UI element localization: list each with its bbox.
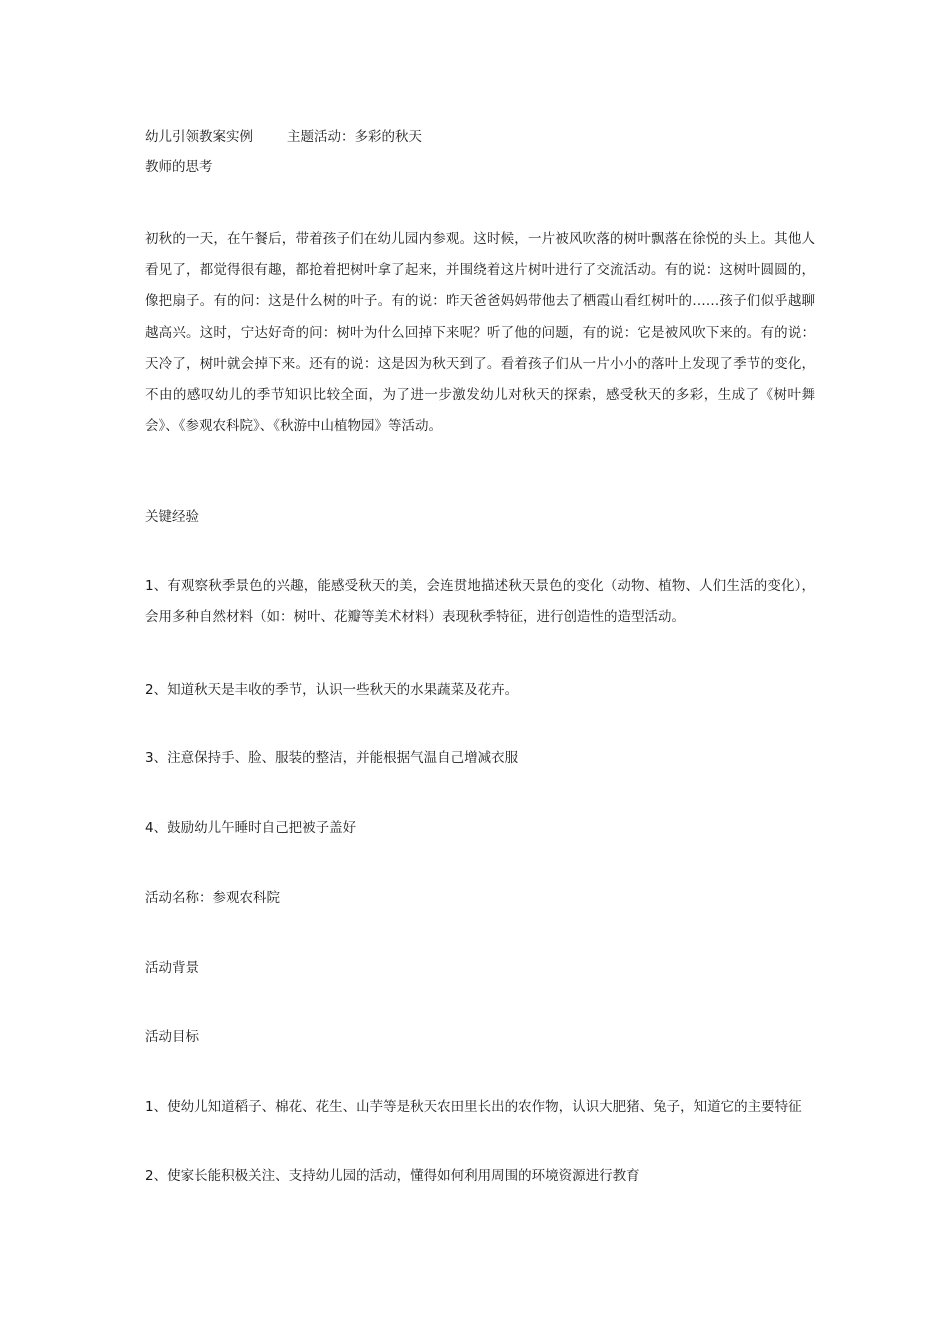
key-experience-item: 2、知道秋天是丰收的季节，认识一些秋天的水果蔬菜及花卉。 [145, 682, 519, 698]
title-spacer [253, 127, 287, 147]
section-heading-teacher-thoughts: 教师的思考 [145, 159, 213, 175]
key-experience-item: 3、注意保持手、脸、服装的整洁，并能根据气温自己增减衣服 [145, 750, 519, 766]
activity-name: 活动名称：参观农科院 [145, 890, 280, 906]
section-heading-activity-background: 活动背景 [145, 960, 199, 976]
title-right: 主题活动：多彩的秋天 [287, 129, 422, 145]
section-heading-key-experience: 关键经验 [145, 509, 199, 525]
key-experience-item: 4、鼓励幼儿午睡时自己把被子盖好 [145, 820, 357, 836]
title-left: 幼儿引领教案实例 [145, 129, 253, 145]
key-experience-item: 1、有观察秋季景色的兴趣，能感受秋天的美，会连贯地描述秋天景色的变化（动物、植物、人们生活的变化），会用多种自然材料（如：树叶、花瓣等美术材料）表现秋季特征，进行创造性的造型活动。 [145, 578, 815, 625]
activity-goal-item: 1、使幼儿知道稻子、棉花、花生、山芋等是秋天农田里长出的农作物，认识大肥猪、兔子，知道它的主要特征 [145, 1099, 802, 1115]
activity-goal-item: 2、使家长能积极关注、支持幼儿园的活动，懂得如何利用周围的环境资源进行教育 [145, 1168, 640, 1184]
section-heading-activity-goals: 活动目标 [145, 1029, 199, 1045]
document-title [145, 127, 422, 147]
intro-paragraph: 初秋的一天，在午餐后，带着孩子们在幼儿园内参观。这时候，一片被风吹落的树叶飘落在徐悦的头上。其他人看见了，都觉得很有趣，都抢着把树叶拿了起来，并围绕着这片树叶进行了交流活动。有的说：这树叶圆圆的，像把扇子。有的问：这是什么树的叶子。有的说：昨天爸爸妈妈带他去了栖霞山看红树叶的……孩子们似乎越聊越高兴。这时，宁达好奇的问：树叶为什么回掉下来呢？听了他的问题，有的说：它是被风吹下来的。有的说：天冷了，树叶就会掉下来。还有的说：这是因为秋天到了。看着孩子们从一片小小的落叶上发现了季节的变化，不由的感叹幼儿的季节知识比较全面，为了进一步激发幼儿对秋天的探索，感受秋天的多彩，生成了《树叶舞会》、《参观农科院》、《秋游中山植物园》等活动。 [145, 231, 815, 435]
